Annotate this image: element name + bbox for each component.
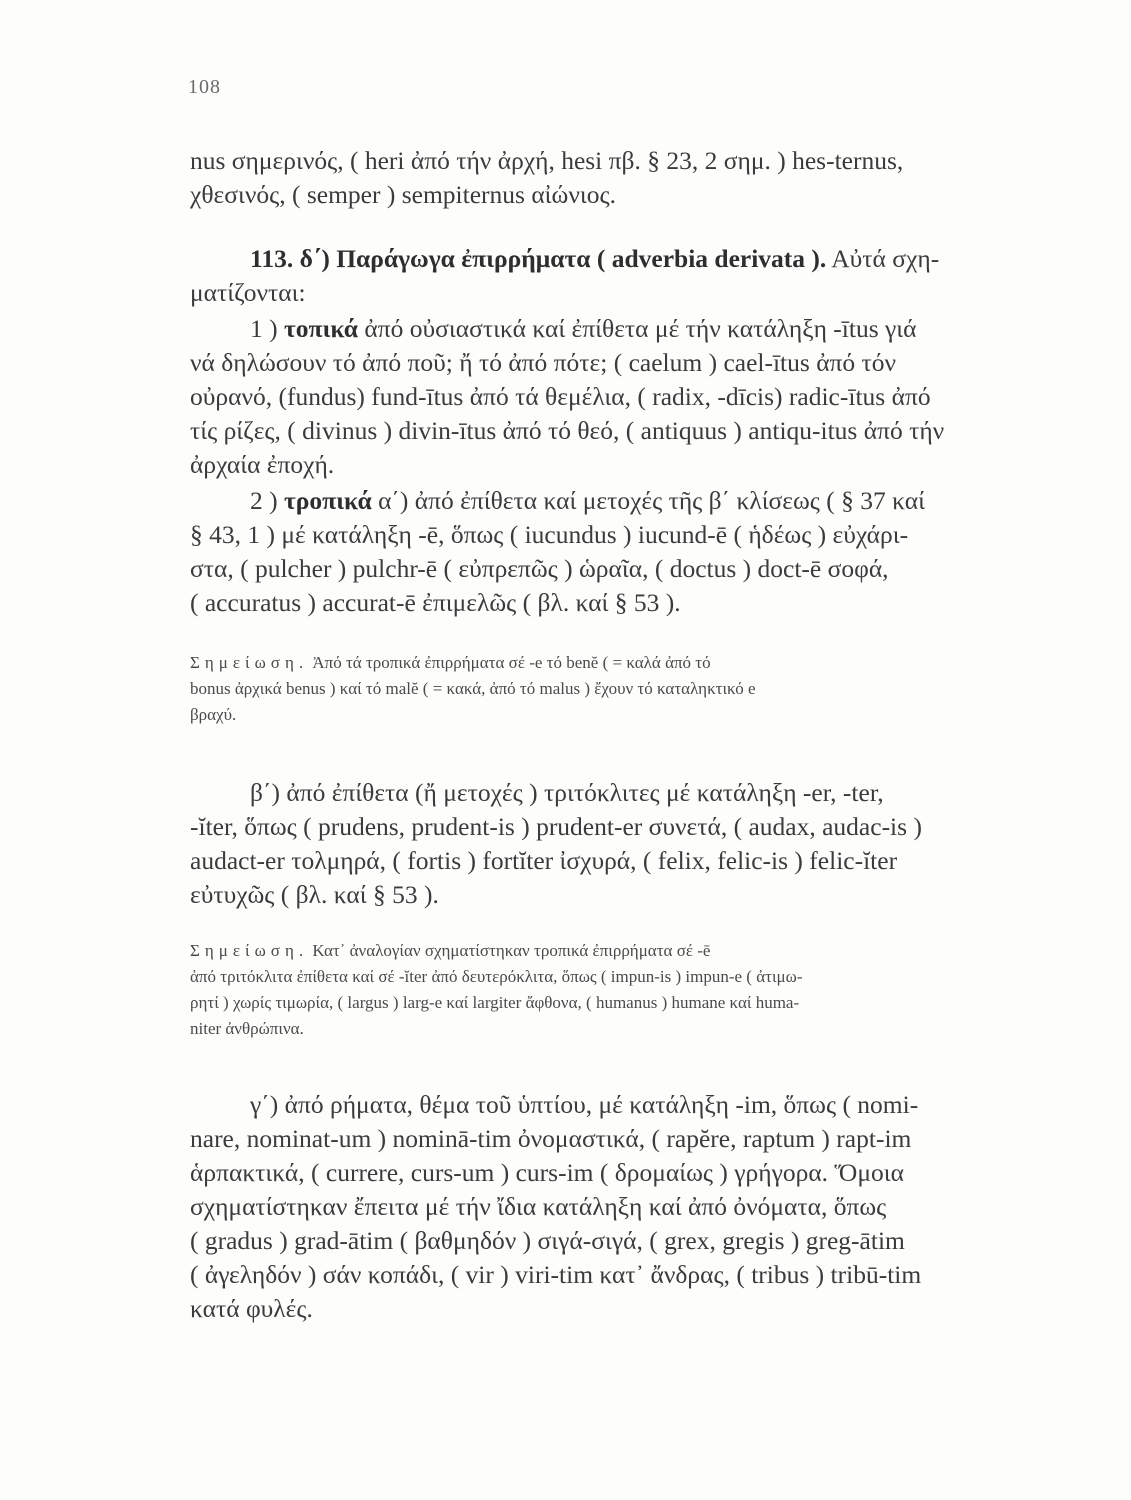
note-2-label: Σημείωση. [190,941,309,960]
text-line: ( accuratus ) accurat-ē ἐπιμελῶς ( βλ. καί § 53 ). [190,588,681,617]
item-2-keyword: τροπικά [284,486,372,515]
item-2-tropika [190,484,1060,620]
text-line: ( gradus ) grad-ātim ( βαθμηδόν ) σιγά-σιγά, ( grex, gregis ) greg-ātim [190,1226,905,1255]
text-line: nare, nominat-um ) nominā-tim ὀνομαστικά, ( rapĕre, raptum ) rapt-im [190,1124,912,1153]
text-line: ἀπό τριτόκλιτα ἐπίθετα καί σέ -ĭter ἀπό δευτερόκλιτα, ὅπως ( impun-is ) impun-e ( ἀτιμω- [190,967,803,986]
text-line: bonus ἀρχικά benus ) καί τό malĕ ( = κακά, ἀπό τό malus ) ἔχουν τό καταληκτικό e [190,679,756,698]
text-line: οὐρανό, (fundus) fund-ītus ἀπό τά θεμέλια, ( radix, -dīcis) radic-ītus ἀπό [190,382,931,411]
text-line: ματίζονται: [190,278,306,307]
section-heading-rest: Αὐτά σχη- [831,244,940,273]
page-number: 108 [188,76,221,98]
text-line: audact-er τολμηρά, ( fortis ) fortĭter ἰσχυρά, ( felix, felic-is ) felic-ĭter [190,846,898,875]
text-line: εὐτυχῶς ( βλ. καί § 53 ). [190,880,439,909]
text-line: niter ἀνθρώπινα. [190,1019,304,1038]
note-1-label: Σημείωση. [190,653,309,672]
note-1 [190,650,1060,728]
section-113 [190,242,1060,310]
text-line: α΄) ἀπό ἐπίθετα καί μετοχές τῆς β΄ κλίσεως ( § 37 καί [378,486,925,515]
text-line: -ĭter, ὅπως ( prudens, prudent-is ) prudent-er συνετά, ( audax, audac-is ) [190,812,922,841]
item-1-topika [190,312,1060,482]
text-line: ἀρχαία ἐποχή. [190,450,335,479]
note-2 [190,938,1060,1042]
text-line: νά δηλώσουν τό ἀπό ποῦ; ἤ τό ἀπό πότε; ( caelum ) cael-ītus ἀπό τόν [190,348,897,377]
note-2-first-line [190,938,1060,964]
text-line: ρητί ) χωρίς τιμωρία, ( largus ) larg-e καί largiter ἄφθονα, ( humanus ) humane καί huma- [190,993,800,1012]
item-gamma [190,1088,1060,1326]
text-line: ἁρπακτικά, ( currere, curs-um ) curs-im ( δρομαίως ) γρήγορα. Ὅμοια [190,1158,904,1187]
text-line: χθεσινός, ( semper ) sempiternus αἰώνιος. [190,180,616,209]
text-line: Ἀπό τά τροπικά ἐπιρρήματα σέ -e τό benĕ ( = καλά ἀπό τό [312,653,711,672]
text-line: β΄) ἀπό ἐπίθετα (ἤ μετοχές ) τριτόκλιτες μέ κατάληξη -er, -ter, [250,778,884,807]
item-1-keyword: τοπικά [284,314,359,343]
item-beta [190,776,1060,912]
section-title: Παράγωγα ἐπιρρήματα ( adverbia derivata ). [336,244,827,273]
item-1-first-line [190,312,1060,346]
text-line: γ΄) ἀπό ρήματα, θέμα τοῦ ὑπτίου, μέ κατάληξη -im, ὅπως ( nomi- [250,1090,919,1119]
text-line: ( ἀγεληδόν ) σάν κοπάδι, ( vir ) viri-tim κατ᾽ ἄνδρας, ( tribus ) tribū-tim [190,1260,922,1289]
section-number: 113. δ΄) [250,244,330,273]
text-line: στα, ( pulcher ) pulchr-ē ( εὐπρεπῶς ) ὡραῖα, ( doctus ) doct-ē σοφά, [190,554,889,583]
text-line: κατά φυλές. [190,1294,313,1323]
text-line: § 43, 1 ) μέ κατάληξη -ē, ὅπως ( iucundus ) iucund-ē ( ἡδέως ) εὐχάρι- [190,520,909,549]
item-2-first-line [190,484,1060,518]
section-heading-line [190,242,1060,276]
text-line: ἀπό οὐσιαστικά καί ἐπίθετα μέ τήν κατάληξη -ītus γιά [364,314,917,343]
item-2-prefix: 2 ) [250,486,278,515]
intro-paragraph [190,144,1060,212]
text-line: Κατ᾽ ἀναλογίαν σχηματίστηκαν τροπικά ἐπιρρήματα σέ -ē [312,941,711,960]
text-line: τίς ρίζες, ( divinus ) divin-ītus ἀπό τό θεό, ( antiquus ) antiqu-itus ἀπό τήν [190,416,945,445]
note-1-first-line [190,650,1060,676]
text-line: βραχύ. [190,705,237,724]
item-1-prefix: 1 ) [250,314,278,343]
text-line: nus σημερινός, ( heri ἀπό τήν ἀρχή, hesi πβ. § 23, 2 σημ. ) hes-ternus, [190,146,904,175]
text-line: σχηματίστηκαν ἔπειτα μέ τήν ἴδια κατάληξη καί ἀπό ὀνόματα, ὅπως [190,1192,887,1221]
